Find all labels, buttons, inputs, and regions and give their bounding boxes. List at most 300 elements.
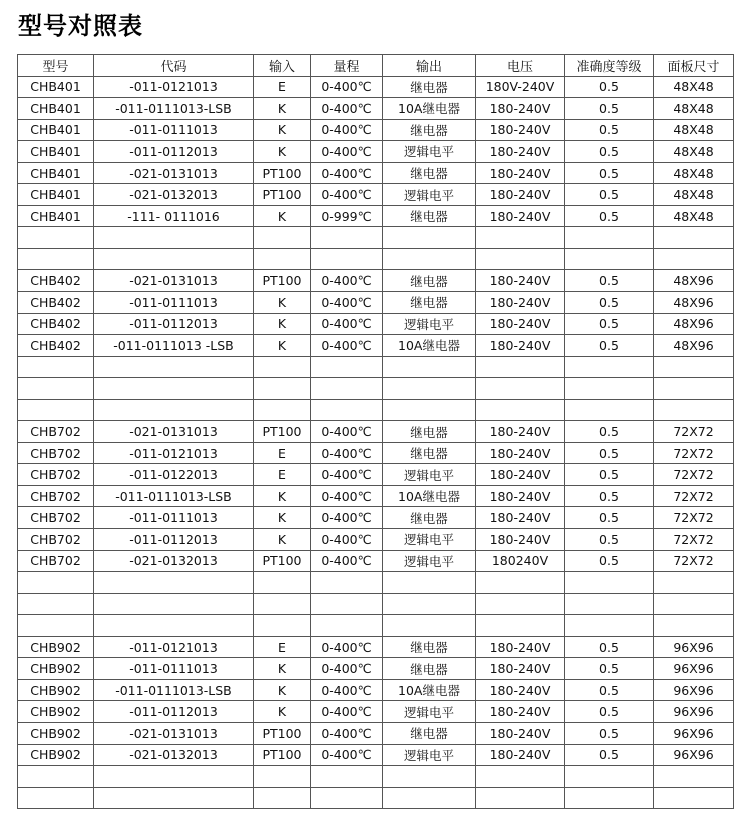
cell-accuracy: 0.5 <box>565 485 654 507</box>
cell-output: 继电器 <box>383 507 476 529</box>
table-row <box>18 464 734 486</box>
cell-range: 0-400℃ <box>311 636 383 658</box>
cell-code: -021-0132013 <box>94 744 254 766</box>
cell-accuracy: 0.5 <box>565 205 654 227</box>
cell-accuracy: 0.5 <box>565 119 654 141</box>
cell-model: CHB902 <box>18 658 94 680</box>
cell-model <box>18 766 94 788</box>
table-row <box>18 248 734 270</box>
table-row <box>18 550 734 572</box>
cell-code: -111- 0111016 <box>94 205 254 227</box>
cell-output: 继电器 <box>383 205 476 227</box>
cell-panel-size: 96X96 <box>654 636 734 658</box>
cell-input: PT100 <box>254 162 311 184</box>
column-header-panel-size: 面板尺寸 <box>654 55 734 77</box>
cell-output: 逻辑电平 <box>383 529 476 551</box>
cell-voltage: 180-240V <box>476 464 565 486</box>
cell-model <box>18 399 94 421</box>
column-header-input: 输入 <box>254 55 311 77</box>
cell-output: 继电器 <box>383 421 476 443</box>
cell-code <box>94 399 254 421</box>
cell-model: CHB401 <box>18 76 94 98</box>
table-header <box>18 55 734 77</box>
cell-range: 0-400℃ <box>311 442 383 464</box>
table-row <box>18 119 734 141</box>
cell-range: 0-999℃ <box>311 205 383 227</box>
cell-code: -011-0111013-LSB <box>94 485 254 507</box>
cell-accuracy <box>565 399 654 421</box>
cell-voltage: 180-240V <box>476 658 565 680</box>
cell-model: CHB702 <box>18 529 94 551</box>
table-row <box>18 485 734 507</box>
cell-panel-size: 72X72 <box>654 485 734 507</box>
table-row <box>18 507 734 529</box>
cell-input: K <box>254 529 311 551</box>
cell-voltage <box>476 227 565 249</box>
cell-voltage <box>476 356 565 378</box>
cell-input: K <box>254 98 311 120</box>
cell-voltage <box>476 248 565 270</box>
cell-input <box>254 766 311 788</box>
column-header-model: 型号 <box>18 55 94 77</box>
cell-output <box>383 766 476 788</box>
cell-model: CHB702 <box>18 507 94 529</box>
table-row <box>18 679 734 701</box>
table-row <box>18 615 734 637</box>
cell-model: CHB902 <box>18 722 94 744</box>
cell-voltage: 180-240V <box>476 98 565 120</box>
column-header-code: 代码 <box>94 55 254 77</box>
cell-accuracy: 0.5 <box>565 636 654 658</box>
cell-accuracy: 0.5 <box>565 292 654 314</box>
cell-range: 0-400℃ <box>311 658 383 680</box>
cell-model: CHB401 <box>18 162 94 184</box>
cell-input: PT100 <box>254 744 311 766</box>
table-row <box>18 442 734 464</box>
cell-voltage: 180-240V <box>476 184 565 206</box>
cell-accuracy: 0.5 <box>565 507 654 529</box>
cell-range: 0-400℃ <box>311 162 383 184</box>
table-row <box>18 162 734 184</box>
cell-range: 0-400℃ <box>311 722 383 744</box>
cell-voltage <box>476 572 565 594</box>
cell-model: CHB702 <box>18 421 94 443</box>
cell-voltage: 180-240V <box>476 162 565 184</box>
cell-input: K <box>254 658 311 680</box>
cell-input <box>254 227 311 249</box>
cell-input: K <box>254 292 311 314</box>
cell-output: 逻辑电平 <box>383 701 476 723</box>
cell-output: 继电器 <box>383 162 476 184</box>
cell-range <box>311 572 383 594</box>
table-row <box>18 529 734 551</box>
cell-accuracy <box>565 787 654 809</box>
cell-model: CHB402 <box>18 313 94 335</box>
cell-panel-size: 48X48 <box>654 119 734 141</box>
cell-input: E <box>254 636 311 658</box>
cell-accuracy: 0.5 <box>565 421 654 443</box>
cell-accuracy <box>565 378 654 400</box>
cell-range <box>311 248 383 270</box>
cell-accuracy: 0.5 <box>565 313 654 335</box>
column-header-voltage: 电压 <box>476 55 565 77</box>
cell-model: CHB902 <box>18 744 94 766</box>
cell-voltage: 180-240V <box>476 529 565 551</box>
cell-panel-size <box>654 248 734 270</box>
cell-range: 0-400℃ <box>311 119 383 141</box>
cell-range: 0-400℃ <box>311 292 383 314</box>
cell-range <box>311 356 383 378</box>
column-header-output: 输出 <box>383 55 476 77</box>
cell-output: 继电器 <box>383 636 476 658</box>
cell-voltage: 180-240V <box>476 442 565 464</box>
cell-code <box>94 248 254 270</box>
header-row <box>18 55 734 77</box>
cell-output <box>383 787 476 809</box>
cell-output: 10A继电器 <box>383 98 476 120</box>
column-header-range: 量程 <box>311 55 383 77</box>
cell-output: 继电器 <box>383 76 476 98</box>
cell-range <box>311 593 383 615</box>
cell-output <box>383 227 476 249</box>
cell-accuracy: 0.5 <box>565 722 654 744</box>
cell-voltage: 180V-240V <box>476 76 565 98</box>
cell-panel-size <box>654 356 734 378</box>
cell-range: 0-400℃ <box>311 98 383 120</box>
cell-output: 10A继电器 <box>383 679 476 701</box>
cell-code: -011-0111013 <box>94 119 254 141</box>
cell-output <box>383 593 476 615</box>
cell-model <box>18 378 94 400</box>
cell-accuracy: 0.5 <box>565 270 654 292</box>
cell-code <box>94 615 254 637</box>
cell-range: 0-400℃ <box>311 335 383 357</box>
cell-model: CHB902 <box>18 636 94 658</box>
cell-code <box>94 378 254 400</box>
cell-code: -011-0111013 <box>94 507 254 529</box>
cell-accuracy: 0.5 <box>565 162 654 184</box>
cell-input: K <box>254 485 311 507</box>
cell-accuracy: 0.5 <box>565 442 654 464</box>
cell-range: 0-400℃ <box>311 507 383 529</box>
cell-range: 0-400℃ <box>311 550 383 572</box>
cell-range <box>311 227 383 249</box>
cell-input: K <box>254 507 311 529</box>
cell-voltage: 180-240V <box>476 119 565 141</box>
cell-accuracy: 0.5 <box>565 184 654 206</box>
cell-panel-size: 48X48 <box>654 76 734 98</box>
column-header-accuracy: 准确度等级 <box>565 55 654 77</box>
cell-panel-size: 72X72 <box>654 421 734 443</box>
cell-voltage <box>476 593 565 615</box>
table-row <box>18 141 734 163</box>
cell-model: CHB401 <box>18 184 94 206</box>
cell-output: 10A继电器 <box>383 335 476 357</box>
table-row <box>18 227 734 249</box>
table-row <box>18 787 734 809</box>
cell-model: CHB402 <box>18 292 94 314</box>
cell-voltage: 180-240V <box>476 722 565 744</box>
table-row <box>18 722 734 744</box>
cell-input <box>254 378 311 400</box>
cell-model <box>18 572 94 594</box>
table-row <box>18 378 734 400</box>
cell-model: CHB702 <box>18 550 94 572</box>
cell-model: CHB702 <box>18 442 94 464</box>
cell-accuracy <box>565 593 654 615</box>
cell-output: 逻辑电平 <box>383 464 476 486</box>
cell-code: -021-0132013 <box>94 184 254 206</box>
cell-model: CHB702 <box>18 485 94 507</box>
cell-input: PT100 <box>254 270 311 292</box>
cell-code: -011-0112013 <box>94 529 254 551</box>
cell-range: 0-400℃ <box>311 270 383 292</box>
cell-code: -011-0111013 <box>94 292 254 314</box>
page-title: 型号对照表 <box>18 12 143 40</box>
cell-input <box>254 248 311 270</box>
cell-code: -011-0121013 <box>94 76 254 98</box>
cell-code: -011-0111013-LSB <box>94 98 254 120</box>
cell-output: 10A继电器 <box>383 485 476 507</box>
cell-panel-size <box>654 766 734 788</box>
cell-voltage: 180-240V <box>476 636 565 658</box>
cell-output: 继电器 <box>383 442 476 464</box>
cell-input: E <box>254 442 311 464</box>
cell-model: CHB401 <box>18 141 94 163</box>
cell-panel-size: 48X48 <box>654 98 734 120</box>
cell-range: 0-400℃ <box>311 744 383 766</box>
cell-input <box>254 356 311 378</box>
cell-output <box>383 356 476 378</box>
cell-code: -021-0131013 <box>94 270 254 292</box>
cell-model <box>18 787 94 809</box>
cell-code: -011-0112013 <box>94 701 254 723</box>
cell-input: E <box>254 464 311 486</box>
cell-range: 0-400℃ <box>311 464 383 486</box>
table-row <box>18 270 734 292</box>
cell-output <box>383 615 476 637</box>
cell-code <box>94 572 254 594</box>
cell-code: -021-0131013 <box>94 722 254 744</box>
cell-panel-size: 72X72 <box>654 442 734 464</box>
cell-range <box>311 766 383 788</box>
cell-range: 0-400℃ <box>311 679 383 701</box>
cell-panel-size: 96X96 <box>654 722 734 744</box>
cell-output: 逻辑电平 <box>383 184 476 206</box>
cell-input: K <box>254 701 311 723</box>
cell-code: -011-0112013 <box>94 141 254 163</box>
cell-input: PT100 <box>254 550 311 572</box>
cell-code: -011-0121013 <box>94 636 254 658</box>
cell-code: -021-0131013 <box>94 162 254 184</box>
cell-voltage: 180-240V <box>476 313 565 335</box>
table-row <box>18 184 734 206</box>
model-comparison-table <box>17 54 734 809</box>
cell-output <box>383 572 476 594</box>
cell-voltage: 180-240V <box>476 292 565 314</box>
cell-code: -011-0111013-LSB <box>94 679 254 701</box>
cell-panel-size <box>654 572 734 594</box>
cell-panel-size <box>654 787 734 809</box>
cell-output: 继电器 <box>383 292 476 314</box>
cell-panel-size <box>654 227 734 249</box>
cell-input: K <box>254 141 311 163</box>
cell-model: CHB702 <box>18 464 94 486</box>
table-row <box>18 701 734 723</box>
cell-input <box>254 572 311 594</box>
cell-range: 0-400℃ <box>311 76 383 98</box>
cell-voltage <box>476 787 565 809</box>
cell-panel-size <box>654 615 734 637</box>
cell-panel-size: 48X48 <box>654 205 734 227</box>
cell-model: CHB902 <box>18 701 94 723</box>
cell-code: -011-0121013 <box>94 442 254 464</box>
cell-voltage: 180-240V <box>476 507 565 529</box>
cell-panel-size: 72X72 <box>654 529 734 551</box>
cell-panel-size: 96X96 <box>654 679 734 701</box>
cell-accuracy <box>565 227 654 249</box>
cell-output: 继电器 <box>383 119 476 141</box>
table-row <box>18 593 734 615</box>
cell-range: 0-400℃ <box>311 701 383 723</box>
cell-input: PT100 <box>254 184 311 206</box>
cell-range <box>311 378 383 400</box>
cell-range: 0-400℃ <box>311 421 383 443</box>
cell-voltage: 180-240V <box>476 205 565 227</box>
cell-panel-size: 96X96 <box>654 744 734 766</box>
cell-code <box>94 766 254 788</box>
cell-output <box>383 399 476 421</box>
cell-range <box>311 615 383 637</box>
cell-model: CHB902 <box>18 679 94 701</box>
table-row <box>18 658 734 680</box>
table-body <box>18 76 734 809</box>
cell-code: -011-0111013 -LSB <box>94 335 254 357</box>
table-row <box>18 98 734 120</box>
cell-panel-size: 48X96 <box>654 270 734 292</box>
cell-input <box>254 593 311 615</box>
cell-range: 0-400℃ <box>311 141 383 163</box>
cell-code <box>94 593 254 615</box>
cell-accuracy <box>565 572 654 594</box>
cell-panel-size: 96X96 <box>654 658 734 680</box>
cell-input: K <box>254 119 311 141</box>
cell-output <box>383 248 476 270</box>
cell-code: -011-0111013 <box>94 658 254 680</box>
cell-accuracy: 0.5 <box>565 98 654 120</box>
cell-panel-size <box>654 399 734 421</box>
cell-model: CHB401 <box>18 98 94 120</box>
cell-voltage <box>476 378 565 400</box>
cell-accuracy: 0.5 <box>565 464 654 486</box>
table-row <box>18 335 734 357</box>
cell-input: K <box>254 205 311 227</box>
cell-model <box>18 356 94 378</box>
cell-input <box>254 399 311 421</box>
cell-voltage: 180-240V <box>476 270 565 292</box>
cell-panel-size: 48X96 <box>654 335 734 357</box>
cell-code: -011-0112013 <box>94 313 254 335</box>
cell-range <box>311 787 383 809</box>
cell-input: K <box>254 335 311 357</box>
cell-voltage: 180-240V <box>476 141 565 163</box>
cell-model <box>18 615 94 637</box>
cell-panel-size: 72X72 <box>654 507 734 529</box>
cell-output: 逻辑电平 <box>383 141 476 163</box>
table-row <box>18 421 734 443</box>
cell-panel-size: 72X72 <box>654 464 734 486</box>
cell-accuracy: 0.5 <box>565 701 654 723</box>
table-row <box>18 766 734 788</box>
cell-voltage: 180-240V <box>476 744 565 766</box>
cell-output: 继电器 <box>383 270 476 292</box>
cell-range: 0-400℃ <box>311 313 383 335</box>
cell-voltage: 180-240V <box>476 701 565 723</box>
cell-input: E <box>254 76 311 98</box>
cell-output: 逻辑电平 <box>383 550 476 572</box>
cell-input <box>254 615 311 637</box>
cell-accuracy: 0.5 <box>565 76 654 98</box>
cell-accuracy <box>565 615 654 637</box>
cell-voltage <box>476 615 565 637</box>
cell-accuracy <box>565 766 654 788</box>
cell-range: 0-400℃ <box>311 485 383 507</box>
cell-accuracy: 0.5 <box>565 550 654 572</box>
cell-range <box>311 399 383 421</box>
table-row <box>18 636 734 658</box>
cell-accuracy: 0.5 <box>565 335 654 357</box>
cell-panel-size: 48X96 <box>654 292 734 314</box>
cell-panel-size: 48X48 <box>654 184 734 206</box>
cell-model: CHB402 <box>18 335 94 357</box>
cell-voltage: 180-240V <box>476 679 565 701</box>
cell-accuracy: 0.5 <box>565 744 654 766</box>
cell-output: 逻辑电平 <box>383 744 476 766</box>
cell-model: CHB402 <box>18 270 94 292</box>
cell-panel-size: 48X48 <box>654 141 734 163</box>
cell-accuracy <box>565 356 654 378</box>
cell-code: -021-0131013 <box>94 421 254 443</box>
cell-panel-size <box>654 378 734 400</box>
table-row <box>18 744 734 766</box>
cell-voltage: 180-240V <box>476 335 565 357</box>
cell-panel-size: 72X72 <box>654 550 734 572</box>
cell-input: K <box>254 679 311 701</box>
cell-panel-size: 96X96 <box>654 701 734 723</box>
cell-code <box>94 227 254 249</box>
cell-panel-size: 48X48 <box>654 162 734 184</box>
cell-output: 继电器 <box>383 722 476 744</box>
cell-model <box>18 227 94 249</box>
cell-voltage <box>476 766 565 788</box>
cell-code <box>94 356 254 378</box>
cell-model <box>18 248 94 270</box>
cell-accuracy: 0.5 <box>565 658 654 680</box>
cell-voltage: 180-240V <box>476 485 565 507</box>
cell-output <box>383 378 476 400</box>
cell-model: CHB401 <box>18 119 94 141</box>
cell-output: 逻辑电平 <box>383 313 476 335</box>
table-row <box>18 572 734 594</box>
cell-model <box>18 593 94 615</box>
cell-voltage: 180240V <box>476 550 565 572</box>
cell-range: 0-400℃ <box>311 184 383 206</box>
cell-panel-size <box>654 593 734 615</box>
cell-model: CHB401 <box>18 205 94 227</box>
cell-code: -011-0122013 <box>94 464 254 486</box>
cell-output: 继电器 <box>383 658 476 680</box>
cell-accuracy <box>565 248 654 270</box>
